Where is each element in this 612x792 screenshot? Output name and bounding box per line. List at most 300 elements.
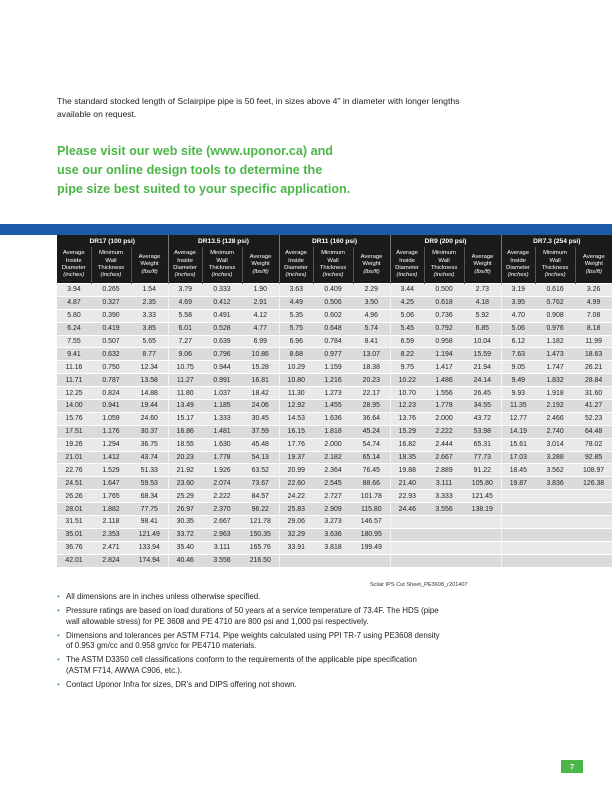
table-cell: 6.96 xyxy=(279,335,313,348)
table-cell: 133.94 xyxy=(131,541,168,554)
table-cell: 2.074 xyxy=(202,477,242,490)
table-row xyxy=(57,374,612,387)
column-header-text: Thickness xyxy=(319,265,347,271)
table-cell: 0.648 xyxy=(313,322,353,335)
table-cell: 1.185 xyxy=(202,400,242,413)
table-cell: 35.40 xyxy=(168,541,202,554)
column-header-text: (inches) xyxy=(63,272,85,279)
table-cell: 146.57 xyxy=(353,516,390,529)
table-cell: 21.40 xyxy=(390,477,424,490)
table-cell xyxy=(501,516,535,529)
table-cell: 101.78 xyxy=(353,490,390,503)
table-cell: 2.545 xyxy=(313,477,353,490)
table-cell: 41.27 xyxy=(575,400,612,413)
table-cell: 14.19 xyxy=(501,425,535,438)
table-cell: 15.17 xyxy=(168,412,202,425)
table-row xyxy=(57,322,612,335)
table-cell: 1.778 xyxy=(424,400,464,413)
column-header-text: (inches) xyxy=(507,272,529,279)
table-cell: 5.65 xyxy=(131,335,168,348)
column-header-text: Minimum xyxy=(432,250,456,257)
table-cell: 0.265 xyxy=(91,284,131,297)
table-cell: 5.45 xyxy=(390,322,424,335)
table-cell: 45.24 xyxy=(353,425,390,438)
table-cell: 3.288 xyxy=(535,451,575,464)
table-cell: 0.976 xyxy=(535,322,575,335)
table-cell: 1.455 xyxy=(313,400,353,413)
table-cell: 4.70 xyxy=(501,309,535,322)
table-cell: 5.80 xyxy=(57,309,91,322)
column-header-text: Weight xyxy=(584,261,603,268)
table-cell: 12.34 xyxy=(131,361,168,374)
table-cell: 20.23 xyxy=(168,451,202,464)
table-cell: 8.22 xyxy=(390,348,424,361)
table-cell: 2.364 xyxy=(313,464,353,477)
table-cell: 91.22 xyxy=(464,464,501,477)
column-header-text: Minimum xyxy=(321,250,345,257)
table-cell xyxy=(575,554,612,566)
table-cell: 19.37 xyxy=(279,451,313,464)
table-cell: 33.72 xyxy=(168,528,202,541)
table-cell xyxy=(390,528,424,541)
table-cell: 2.91 xyxy=(242,296,279,309)
table-cell: 88.66 xyxy=(353,477,390,490)
table-cell: 11.16 xyxy=(57,361,91,374)
table-cell: 10.22 xyxy=(390,374,424,387)
table-cell: 0.787 xyxy=(91,374,131,387)
group-header-row xyxy=(57,235,612,247)
table-cell: 0.618 xyxy=(424,296,464,309)
table-row xyxy=(57,464,612,477)
column-header-text: (inches) xyxy=(285,272,307,279)
table-cell: 26.26 xyxy=(57,490,91,503)
table-cell xyxy=(535,528,575,541)
table-row xyxy=(57,284,612,297)
table-cell: 84.57 xyxy=(242,490,279,503)
table-cell: 12.23 xyxy=(390,400,424,413)
table-cell: 25.29 xyxy=(168,490,202,503)
table-cell: 0.327 xyxy=(91,296,131,309)
table-cell: 35.01 xyxy=(57,528,91,541)
column-header-text: (inches) xyxy=(396,272,418,279)
table-cell: 1.333 xyxy=(202,412,242,425)
table-cell: 2.889 xyxy=(424,464,464,477)
table-cell: 216.50 xyxy=(242,554,279,566)
table-cell: 28.01 xyxy=(57,503,91,516)
table-cell: 108.97 xyxy=(575,464,612,477)
table-cell: 5.75 xyxy=(279,322,313,335)
table-cell: 2.222 xyxy=(424,425,464,438)
table-row xyxy=(57,541,612,554)
table-cell: 28.95 xyxy=(353,400,390,413)
table-cell: 51.33 xyxy=(131,464,168,477)
table-cell: 2.370 xyxy=(202,503,242,516)
table-cell xyxy=(464,541,501,554)
table-cell: 36.64 xyxy=(353,412,390,425)
table-cell: 17.03 xyxy=(501,451,535,464)
note-item xyxy=(57,631,537,652)
table-cell: 2.963 xyxy=(202,528,242,541)
table-cell: 3.26 xyxy=(575,284,612,297)
intro-line: The standard stocked length of Sclairpipe pipe is 50 feet, in sizes above 4" in diameter with longer lengths xyxy=(57,96,460,106)
table-cell: 4.96 xyxy=(353,309,390,322)
table-row xyxy=(57,348,612,361)
table-cell: 1.273 xyxy=(313,387,353,400)
table-cell: 4.77 xyxy=(242,322,279,335)
table-cell: 15.28 xyxy=(242,361,279,374)
table-body xyxy=(57,284,612,567)
table-cell: 2.471 xyxy=(91,541,131,554)
table-cell: 12.92 xyxy=(279,400,313,413)
group-header-dr11: DR11 (160 psi) xyxy=(279,235,390,247)
table-cell: 2.909 xyxy=(313,503,353,516)
table-cell: 4.69 xyxy=(168,296,202,309)
table-cell: 11.35 xyxy=(501,400,535,413)
table-cell: 18.35 xyxy=(390,451,424,464)
table-cell: 2.192 xyxy=(535,400,575,413)
table-row xyxy=(57,528,612,541)
column-header-text: Thickness xyxy=(97,265,125,271)
table-cell: 7.27 xyxy=(168,335,202,348)
column-header-text: Average xyxy=(138,253,161,260)
table-cell: 1.417 xyxy=(424,361,464,374)
table-cell: 2.73 xyxy=(464,284,501,297)
table-cell: 2.222 xyxy=(202,490,242,503)
table-cell xyxy=(575,503,612,516)
column-header-text: (lbs/ft) xyxy=(585,268,602,275)
table-row xyxy=(57,361,612,374)
bullet-icon: • xyxy=(57,679,60,689)
bullet-icon: • xyxy=(57,630,60,640)
table-cell: 92.85 xyxy=(575,451,612,464)
table-cell: 13.07 xyxy=(353,348,390,361)
table-cell: 19.26 xyxy=(57,438,91,451)
table-row xyxy=(57,490,612,503)
callout-line: use our online design tools to determine the xyxy=(57,163,323,177)
col-average-inside-diameter xyxy=(168,247,202,284)
table-cell: 24.14 xyxy=(464,374,501,387)
table-cell: 26.21 xyxy=(575,361,612,374)
table-cell: 4.87 xyxy=(57,296,91,309)
table-cell: 36.76 xyxy=(57,541,91,554)
table-cell: 2.29 xyxy=(353,284,390,297)
table-cell: 43.72 xyxy=(464,412,501,425)
table-row xyxy=(57,387,612,400)
column-header-text: Wall xyxy=(216,257,228,264)
note-text: Contact Uponor Infra for sizes, DR's and DIPS offering not shown. xyxy=(66,679,297,689)
table-cell: 0.991 xyxy=(202,374,242,387)
column-header-text: (inches) xyxy=(211,272,233,279)
table-cell: 174.94 xyxy=(131,554,168,566)
column-header-text: Diameter xyxy=(173,265,197,271)
pipe-size-table-container xyxy=(57,235,612,567)
table-cell: 0.632 xyxy=(91,348,131,361)
col-average-weight xyxy=(353,247,390,284)
table-cell: 1.918 xyxy=(535,387,575,400)
column-header-text: Average xyxy=(360,253,383,260)
table-cell: 3.50 xyxy=(353,296,390,309)
column-header-text: Weight xyxy=(140,261,159,268)
table-cell: 17.51 xyxy=(57,425,91,438)
table-cell: 20.99 xyxy=(279,464,313,477)
table-cell: 24.51 xyxy=(57,477,91,490)
table-cell: 18.42 xyxy=(242,387,279,400)
column-header-text: Inside xyxy=(65,257,82,264)
column-header-text: Thickness xyxy=(430,265,458,271)
pipe-size-table xyxy=(57,235,612,567)
table-cell: 0.500 xyxy=(424,284,464,297)
column-header-text: (inches) xyxy=(100,272,122,279)
column-header-text: Diameter xyxy=(284,265,308,271)
table-cell: 5.92 xyxy=(464,309,501,322)
table-cell: 1.529 xyxy=(91,464,131,477)
table-cell: 4.12 xyxy=(242,309,279,322)
table-cell: 42.01 xyxy=(57,554,91,566)
table-cell: 3.111 xyxy=(202,541,242,554)
table-cell: 105.80 xyxy=(464,477,501,490)
table-cell: 0.491 xyxy=(202,309,242,322)
table-cell: 14.53 xyxy=(279,412,313,425)
table-cell: 6.24 xyxy=(57,322,91,335)
intro-paragraph xyxy=(57,95,487,121)
table-cell: 1.176 xyxy=(91,425,131,438)
table-cell: 15.76 xyxy=(57,412,91,425)
table-cell: 76.45 xyxy=(353,464,390,477)
col-minimum-wall-thickness xyxy=(202,247,242,284)
table-cell: 3.111 xyxy=(424,477,464,490)
table-cell: 1.481 xyxy=(202,425,242,438)
table-cell: 65.14 xyxy=(353,451,390,464)
table-cell: 6.85 xyxy=(464,322,501,335)
column-header-text: Inside xyxy=(399,257,415,264)
table-cell xyxy=(501,528,535,541)
table-cell: 2.000 xyxy=(313,438,353,451)
table-cell: 13.58 xyxy=(131,374,168,387)
table-cell: 7.08 xyxy=(575,309,612,322)
table-cell: 40.46 xyxy=(168,554,202,566)
table-cell: 9.93 xyxy=(501,387,535,400)
table-cell xyxy=(575,516,612,529)
table-cell: 115.80 xyxy=(353,503,390,516)
note-text: The ASTM D3350 cell classifications conform to the requirements of the applicable pipe specification xyxy=(66,655,417,665)
table-cell: 1.473 xyxy=(535,348,575,361)
table-cell: 19.44 xyxy=(131,400,168,413)
table-cell: 15.59 xyxy=(464,348,501,361)
table-cell: 13.49 xyxy=(168,400,202,413)
table-cell xyxy=(353,554,390,566)
table-cell: 0.409 xyxy=(313,284,353,297)
table-cell: 17.76 xyxy=(279,438,313,451)
callout-line: Please visit our web site (www.uponor.ca) and xyxy=(57,144,333,158)
table-cell: 20.23 xyxy=(353,374,390,387)
table-row xyxy=(57,296,612,309)
blue-header-band xyxy=(0,224,612,235)
table-cell: 13.76 xyxy=(390,412,424,425)
col-average-weight xyxy=(242,247,279,284)
note-item xyxy=(57,606,537,627)
table-cell: 25.83 xyxy=(279,503,313,516)
table-cell: 21.94 xyxy=(464,361,501,374)
table-cell xyxy=(390,516,424,529)
table-cell: 3.556 xyxy=(202,554,242,566)
table-cell: 1.90 xyxy=(242,284,279,297)
table-cell: 63.52 xyxy=(242,464,279,477)
table-cell: 33.91 xyxy=(279,541,313,554)
table-cell: 180.95 xyxy=(353,528,390,541)
table-cell: 0.762 xyxy=(535,296,575,309)
table-cell: 24.06 xyxy=(242,400,279,413)
table-cell: 31.60 xyxy=(575,387,612,400)
table-cell: 2.667 xyxy=(424,451,464,464)
table-cell: 0.528 xyxy=(202,322,242,335)
table-cell: 121.78 xyxy=(242,516,279,529)
column-header-row xyxy=(57,247,612,284)
table-cell: 1.059 xyxy=(91,412,131,425)
column-header-text: Wall xyxy=(549,257,561,264)
table-cell: 11.80 xyxy=(168,387,202,400)
col-average-inside-diameter xyxy=(57,247,91,284)
table-cell: 3.014 xyxy=(535,438,575,451)
table-cell: 1.216 xyxy=(313,374,353,387)
table-cell xyxy=(464,554,501,566)
note-text: of 0.953 gm/cc and 0.958 gm/cc for PE4710 materials. xyxy=(66,641,257,651)
table-cell xyxy=(279,554,313,566)
table-cell: 4.49 xyxy=(279,296,313,309)
table-cell: 0.792 xyxy=(424,322,464,335)
table-cell: 30.45 xyxy=(242,412,279,425)
table-cell: 2.118 xyxy=(91,516,131,529)
table-cell xyxy=(501,503,535,516)
document-reference: Sclair IPS Cut Sheet_PE3608_r201407 xyxy=(370,582,468,588)
col-average-weight xyxy=(575,247,612,284)
table-cell: 1.832 xyxy=(535,374,575,387)
col-average-weight xyxy=(464,247,501,284)
column-header-text: Minimum xyxy=(543,250,567,257)
table-cell: 121.45 xyxy=(464,490,501,503)
column-header-text: (inches) xyxy=(433,272,455,279)
table-cell: 19.87 xyxy=(501,477,535,490)
intro-line: available on request. xyxy=(57,109,137,119)
table-cell: 78.02 xyxy=(575,438,612,451)
table-cell: 3.79 xyxy=(168,284,202,297)
group-header-dr13-5: DR13.5 (128 psi) xyxy=(168,235,279,247)
table-cell: 29.06 xyxy=(279,516,313,529)
table-cell: 8.77 xyxy=(131,348,168,361)
table-cell: 0.419 xyxy=(91,322,131,335)
table-cell: 2.35 xyxy=(131,296,168,309)
col-minimum-wall-thickness xyxy=(424,247,464,284)
table-cell: 14.00 xyxy=(57,400,91,413)
callout-line: pipe size best suited to your specific application. xyxy=(57,182,351,196)
table-cell: 9.49 xyxy=(501,374,535,387)
col-minimum-wall-thickness xyxy=(313,247,353,284)
table-cell: 45.48 xyxy=(242,438,279,451)
table-cell: 10.75 xyxy=(168,361,202,374)
table-cell xyxy=(501,541,535,554)
table-row xyxy=(57,503,612,516)
table-cell: 0.941 xyxy=(91,400,131,413)
bullet-icon: • xyxy=(57,592,60,601)
table-cell: 10.80 xyxy=(279,374,313,387)
table-cell: 2.182 xyxy=(313,451,353,464)
table-cell: 24.60 xyxy=(131,412,168,425)
column-header-text: Average xyxy=(396,250,418,257)
column-header-text: Weight xyxy=(473,261,492,268)
table-cell: 3.85 xyxy=(131,322,168,335)
column-header-text: Average xyxy=(507,250,529,257)
column-header-text: Diameter xyxy=(506,265,531,271)
table-cell: 1.647 xyxy=(91,477,131,490)
table-cell: 3.44 xyxy=(390,284,424,297)
table-cell: 15.29 xyxy=(390,425,424,438)
table-cell: 9.05 xyxy=(501,361,535,374)
table-cell: 0.507 xyxy=(91,335,131,348)
table-cell: 59.53 xyxy=(131,477,168,490)
column-header-text: (inches) xyxy=(174,272,196,279)
table-cell: 3.836 xyxy=(535,477,575,490)
table-cell: 30.35 xyxy=(168,516,202,529)
note-text: wall allowable stress) for PE 3608 and PE 4710 are 800 psi and 1,000 psi respectively. xyxy=(66,616,369,626)
column-header-text: (lbs/ft) xyxy=(141,268,158,275)
table-cell: 3.94 xyxy=(57,284,91,297)
column-header-text: Minimum xyxy=(99,250,123,257)
table-cell: 10.70 xyxy=(390,387,424,400)
table-cell: 3.333 xyxy=(424,490,464,503)
table-cell: 1.412 xyxy=(91,451,131,464)
table-cell: 19.88 xyxy=(390,464,424,477)
table-cell: 37.59 xyxy=(242,425,279,438)
table-cell: 16.86 xyxy=(168,425,202,438)
table-cell: 6.12 xyxy=(501,335,535,348)
table-cell: 0.616 xyxy=(535,284,575,297)
table-cell: 138.19 xyxy=(464,503,501,516)
table-cell: 98.41 xyxy=(131,516,168,529)
column-header-text: Wall xyxy=(438,257,450,264)
table-cell: 14.88 xyxy=(131,387,168,400)
table-cell xyxy=(575,490,612,503)
table-row xyxy=(57,335,612,348)
table-cell: 22.60 xyxy=(279,477,313,490)
table-cell: 0.412 xyxy=(202,296,242,309)
table-cell: 1.926 xyxy=(202,464,242,477)
table-row xyxy=(57,412,612,425)
table-cell: 0.784 xyxy=(313,335,353,348)
note-text: Pressure ratings are based on load durations of 50 years at a service temperature of 73.4F. The HDS (pipe xyxy=(66,606,439,616)
table-cell: 7.55 xyxy=(57,335,91,348)
table-cell xyxy=(390,541,424,554)
table-cell: 43.74 xyxy=(131,451,168,464)
table-cell: 121.49 xyxy=(131,528,168,541)
table-cell: 24.22 xyxy=(279,490,313,503)
table-cell: 6.59 xyxy=(390,335,424,348)
table-cell: 3.562 xyxy=(535,464,575,477)
table-cell: 0.506 xyxy=(313,296,353,309)
table-cell: 0.958 xyxy=(424,335,464,348)
table-cell: 2.466 xyxy=(535,412,575,425)
table-cell: 11.71 xyxy=(57,374,91,387)
table-cell: 18.38 xyxy=(353,361,390,374)
note-text: Dimensions and tolerances per ASTM F714. Pipe weights calculated using PPI TR-7 using PE3608 density xyxy=(66,630,440,640)
table-cell: 0.796 xyxy=(202,348,242,361)
table-cell: 10.04 xyxy=(464,335,501,348)
table-cell xyxy=(501,490,535,503)
table-cell: 1.159 xyxy=(313,361,353,374)
column-header-text: Average xyxy=(249,253,272,260)
column-header-text: Diameter xyxy=(395,265,419,271)
table-cell: 68.34 xyxy=(131,490,168,503)
table-cell xyxy=(535,516,575,529)
table-cell: 0.736 xyxy=(424,309,464,322)
